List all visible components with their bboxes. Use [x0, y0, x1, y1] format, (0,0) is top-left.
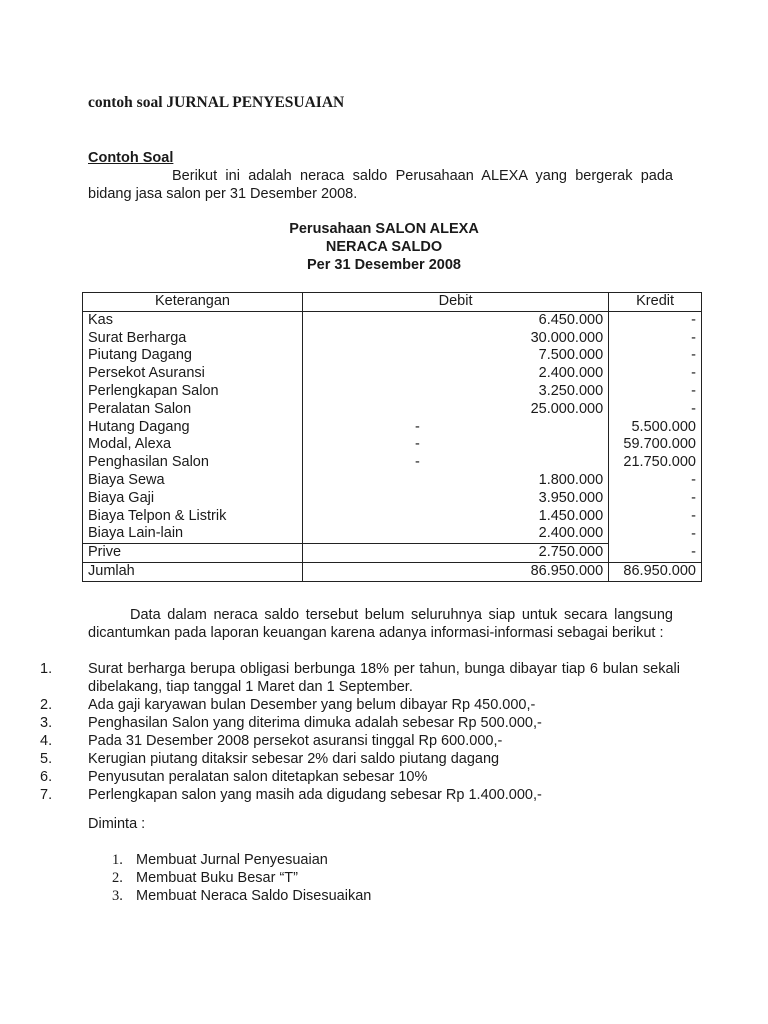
- table-row: [83, 525, 702, 543]
- table-row: [83, 508, 702, 526]
- header-kredit: Kredit: [609, 293, 702, 312]
- item-text: Perlengkapan salon yang masih ada digudang sebesar Rp 1.400.000,-: [88, 787, 542, 803]
- debit-cell: 3.950.000: [303, 490, 609, 508]
- table-row: [83, 383, 702, 401]
- debit-cell: -: [303, 436, 609, 454]
- account-cell: Surat Berharga: [83, 330, 303, 348]
- debit-cell: -: [303, 454, 609, 472]
- list-item: [40, 768, 680, 786]
- requirement-number: 2.: [112, 870, 123, 886]
- debit-cell: 1.450.000: [303, 508, 609, 526]
- item-number: 5.: [40, 751, 53, 767]
- report-date: Per 31 Desember 2008: [307, 257, 461, 273]
- table-row: [83, 419, 702, 437]
- debit-cell: 2.400.000: [303, 365, 609, 383]
- kredit-cell: -: [609, 383, 702, 401]
- list-item: [40, 660, 680, 696]
- intro-paragraph: Berikut ini adalah neraca saldo Perusahaan ALEXA yang bergerak pada bidang jasa salon per 31 Desember 2008.: [88, 168, 673, 202]
- table-row: [83, 472, 702, 490]
- kredit-cell: -: [609, 472, 702, 490]
- debit-cell: -: [303, 419, 609, 437]
- header-debit: Debit: [303, 293, 609, 312]
- requirement-text: Membuat Neraca Saldo Disesuaikan: [136, 888, 372, 904]
- total-debit: 86.950.000: [303, 562, 609, 581]
- requirement-text: Membuat Buku Besar “T”: [136, 870, 298, 886]
- account-cell: Biaya Sewa: [83, 472, 303, 490]
- company-name: Perusahaan SALON ALEXA: [289, 221, 479, 237]
- item-number: 7.: [40, 787, 53, 803]
- requirement-item: [112, 869, 371, 887]
- item-number: 1.: [40, 661, 53, 677]
- list-item: [40, 786, 680, 804]
- table-row: [83, 544, 702, 563]
- debit-cell: 7.500.000: [303, 347, 609, 365]
- debit-cell: 25.000.000: [303, 401, 609, 419]
- kredit-cell: 59.700.000: [609, 436, 702, 454]
- adjustment-list: [40, 660, 680, 804]
- table-row: [83, 454, 702, 472]
- kredit-cell: -: [609, 330, 702, 348]
- table-row: [83, 311, 702, 329]
- debit-cell: 3.250.000: [303, 383, 609, 401]
- table-row: [83, 330, 702, 348]
- explanation-paragraph: Data dalam neraca saldo tersebut belum seluruhnya siap untuk secara langsung dicantumkan pada laporan keuangan karena adanya informasi-informasi sebagai berikut :: [88, 607, 673, 641]
- trial-balance-table: [82, 292, 702, 582]
- table-row: [83, 490, 702, 508]
- debit-cell: 6.450.000: [303, 311, 609, 329]
- item-text: Penghasilan Salon yang diterima dimuka adalah sebesar Rp 500.000,-: [88, 715, 542, 731]
- item-number: 3.: [40, 715, 53, 731]
- table-row: [83, 401, 702, 419]
- kredit-cell: -: [609, 525, 702, 543]
- account-cell: Piutang Dagang: [83, 347, 303, 365]
- requirements-list: [112, 851, 371, 905]
- table-row: [83, 436, 702, 454]
- account-cell: Biaya Lain-lain: [83, 525, 303, 543]
- requirement-item: [112, 851, 371, 869]
- debit-cell: 1.800.000: [303, 472, 609, 490]
- account-cell: Peralatan Salon: [83, 401, 303, 419]
- account-cell: Biaya Gaji: [83, 490, 303, 508]
- requirement-number: 1.: [112, 852, 123, 868]
- diminta-label: Diminta :: [88, 816, 146, 832]
- total-row: [83, 562, 702, 581]
- item-text: Penyusutan peralatan salon ditetapkan sebesar 10%: [88, 769, 428, 785]
- item-number: 4.: [40, 733, 53, 749]
- total-label: Jumlah: [83, 562, 303, 581]
- account-cell: Modal, Alexa: [83, 436, 303, 454]
- kredit-cell: -: [609, 544, 702, 563]
- requirement-number: 3.: [112, 888, 123, 904]
- item-text: Surat berharga berupa obligasi berbunga 18% per tahun, bunga dibayar tiap 6 bulan sekali dibelakang, tiap tanggal 1 Maret dan 1 September.: [88, 661, 680, 695]
- account-cell: Kas: [83, 311, 303, 329]
- kredit-cell: -: [609, 365, 702, 383]
- debit-cell: 30.000.000: [303, 330, 609, 348]
- kredit-cell: -: [609, 347, 702, 365]
- item-text: Kerugian piutang ditaksir sebesar 2% dari saldo piutang dagang: [88, 751, 500, 767]
- table-header-row: [83, 293, 702, 312]
- account-cell: Prive: [83, 544, 303, 563]
- requirement-text: Membuat Jurnal Penyesuaian: [136, 852, 328, 868]
- debit-cell: 2.400.000: [303, 525, 609, 543]
- account-cell: Penghasilan Salon: [83, 454, 303, 472]
- kredit-cell: -: [609, 401, 702, 419]
- list-item: [40, 714, 680, 732]
- item-text: Pada 31 Desember 2008 persekot asuransi tinggal Rp 600.000,-: [88, 733, 503, 749]
- kredit-cell: -: [609, 508, 702, 526]
- list-item: [40, 732, 680, 750]
- kredit-cell: -: [609, 311, 702, 329]
- kredit-cell: 5.500.000: [609, 419, 702, 437]
- account-cell: Persekot Asuransi: [83, 365, 303, 383]
- list-item: [40, 696, 680, 714]
- debit-cell: 2.750.000: [303, 544, 609, 563]
- item-number: 2.: [40, 697, 53, 713]
- document-title: contoh soal JURNAL PENYESUAIAN: [88, 94, 345, 111]
- account-cell: Biaya Telpon & Listrik: [83, 508, 303, 526]
- requirement-item: [112, 887, 371, 905]
- item-text: Ada gaji karyawan bulan Desember yang belum dibayar Rp 450.000,-: [88, 697, 536, 713]
- kredit-cell: -: [609, 490, 702, 508]
- section-title: Contoh Soal: [88, 150, 174, 166]
- table-row: [83, 365, 702, 383]
- report-name: NERACA SALDO: [325, 239, 443, 255]
- item-number: 6.: [40, 769, 53, 785]
- account-cell: Perlengkapan Salon: [83, 383, 303, 401]
- kredit-cell: 21.750.000: [609, 454, 702, 472]
- list-item: [40, 750, 680, 768]
- account-cell: Hutang Dagang: [83, 419, 303, 437]
- total-kredit: 86.950.000: [609, 562, 702, 581]
- header-keterangan: Keterangan: [83, 293, 303, 312]
- table-row: [83, 347, 702, 365]
